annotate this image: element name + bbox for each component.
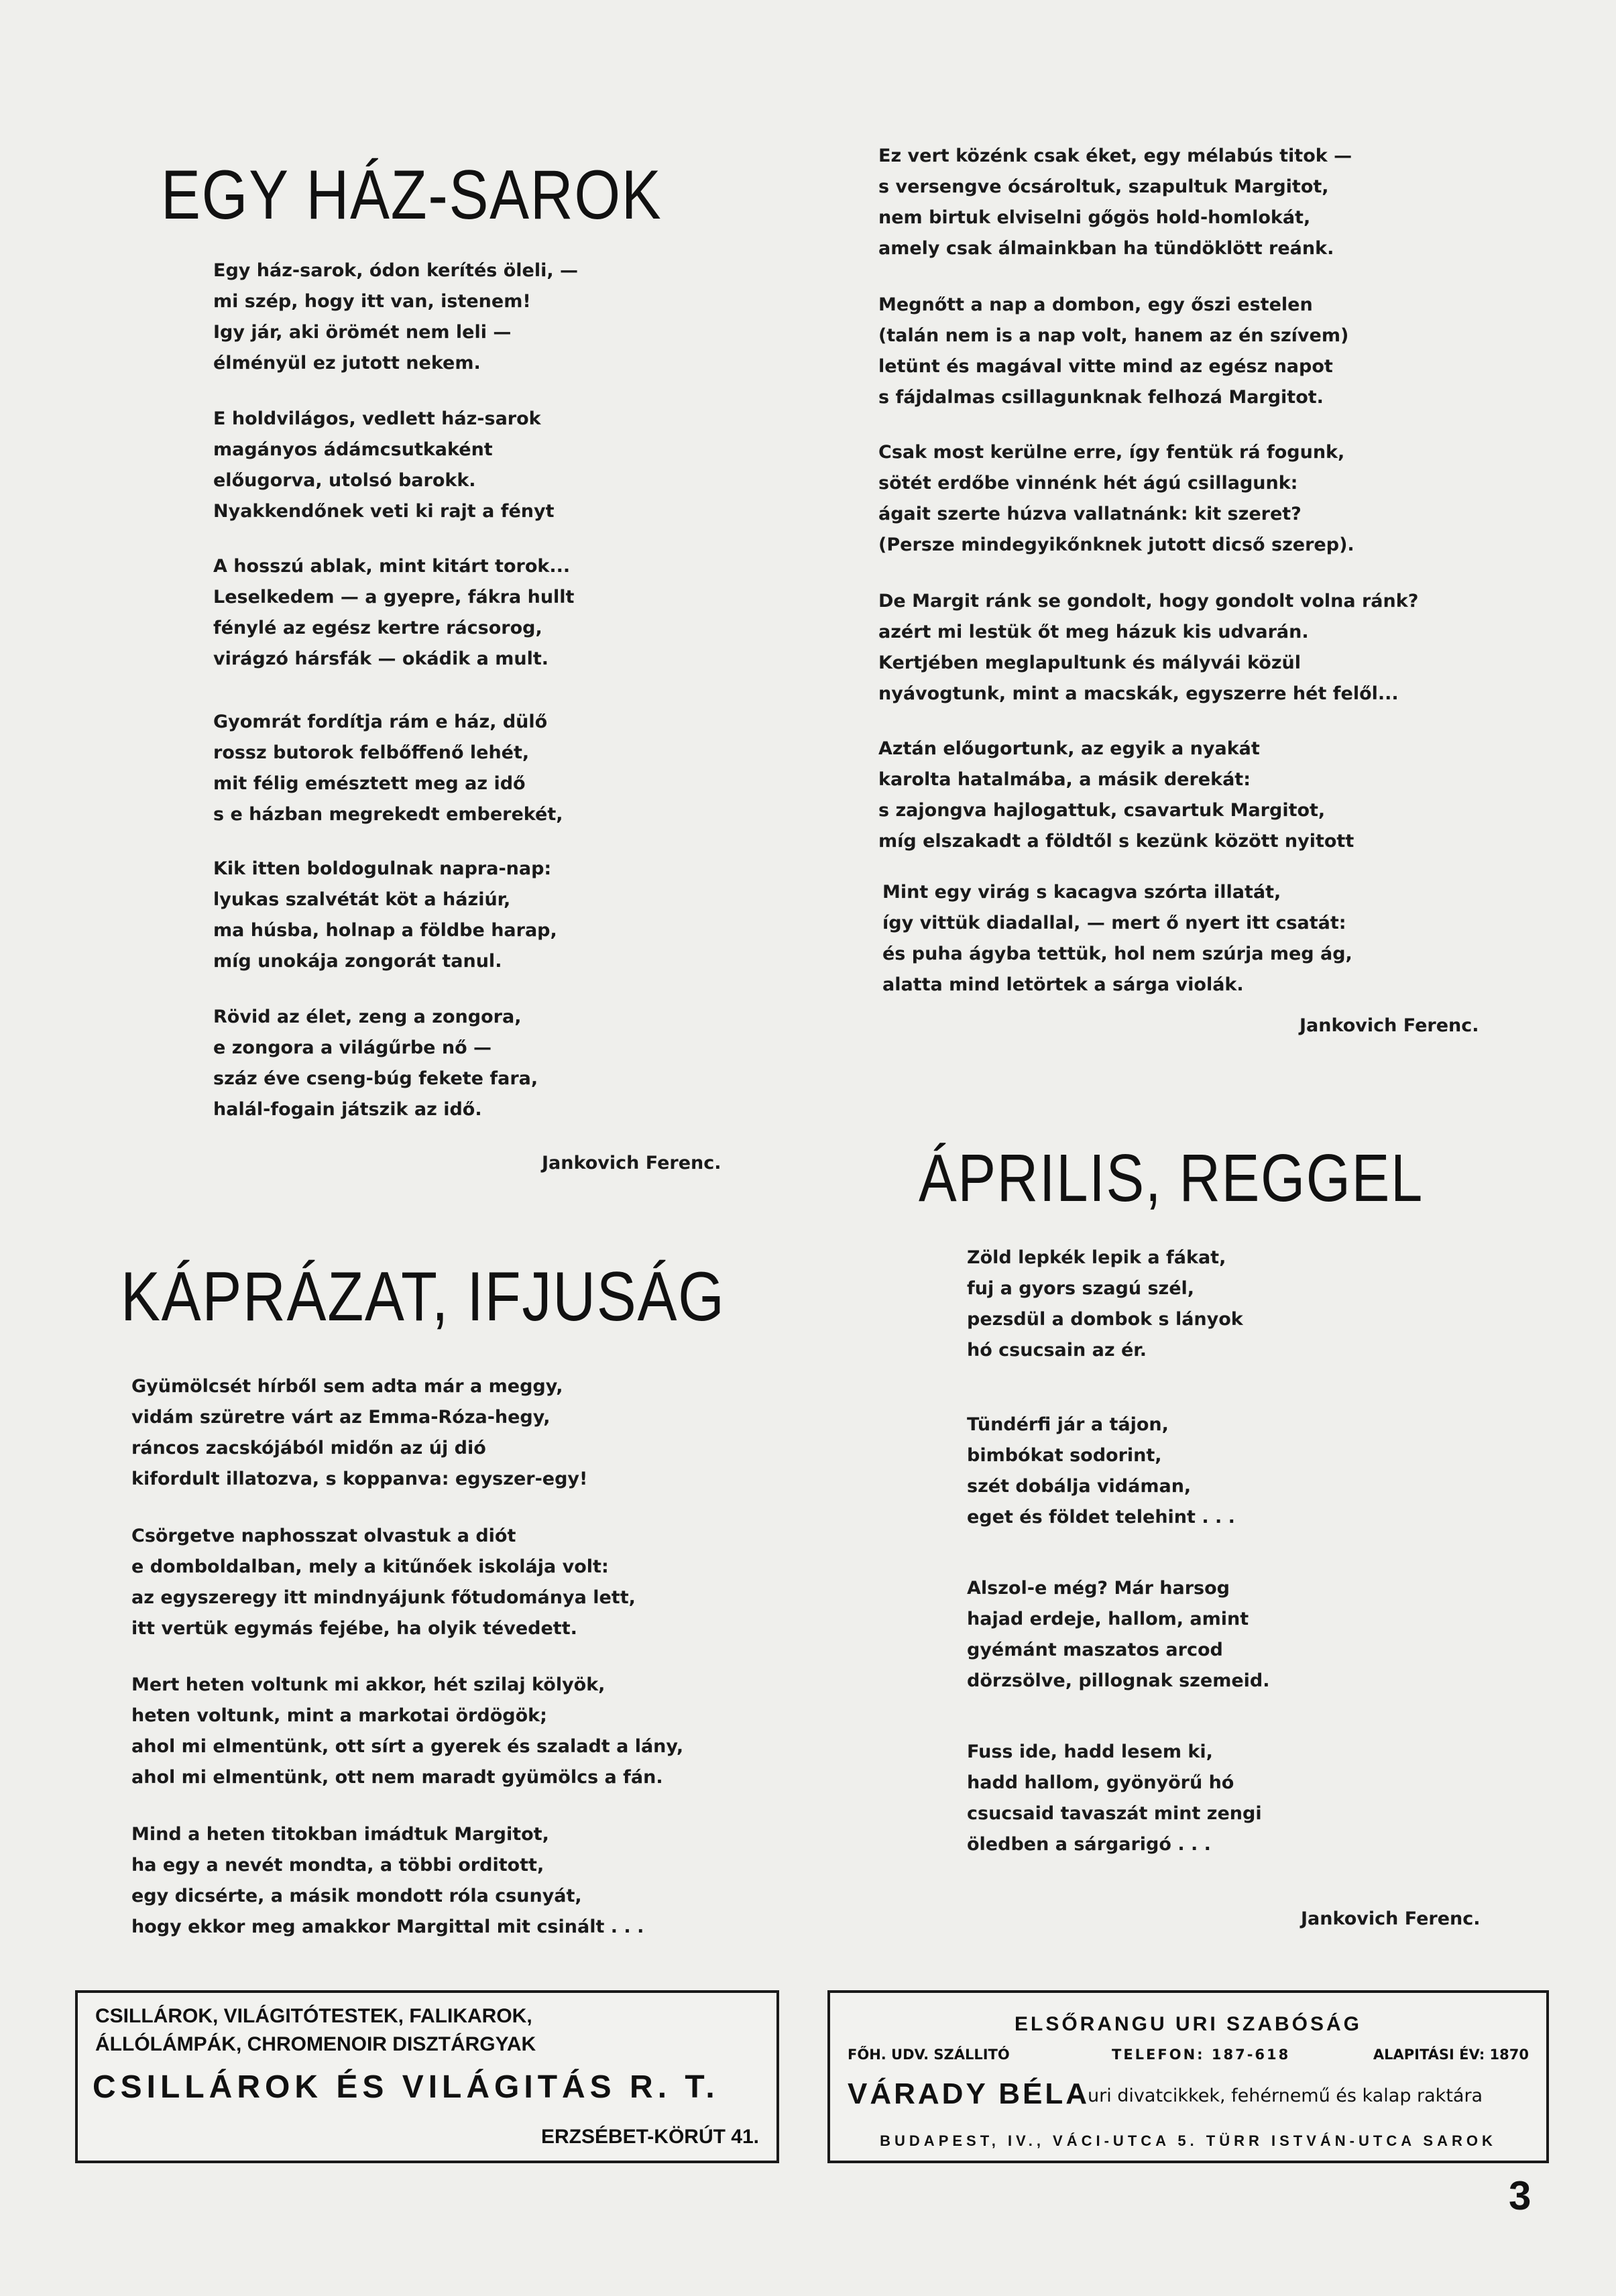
verse-line: száz éve cseng-búg fekete fara, xyxy=(213,1068,538,1089)
verse-line: Megnőtt a nap a dombon, egy őszi estelen xyxy=(878,294,1313,315)
verse-line: Mert heten voltunk mi akkor, hét szilaj kölyök, xyxy=(131,1674,605,1695)
verse-line: s e házban megrekedt emberekét, xyxy=(213,804,563,825)
verse-line: míg elszakadt a földtől s kezünk között nyitott xyxy=(878,831,1354,852)
verse-line: letünt és magával vitte mind az egész napot xyxy=(878,356,1333,377)
verse-line: mit félig emésztett meg az idő xyxy=(213,773,526,794)
verse-line: sötét erdőbe vinnénk hét ágú csillagunk: xyxy=(878,473,1298,494)
verse-line: ma húsba, holnap a földbe harap, xyxy=(213,920,557,941)
verse-line: bimbókat sodorint, xyxy=(967,1445,1162,1466)
verse-line: eget és földet telehint . . . xyxy=(967,1507,1235,1528)
verse-line: Aztán előugortunk, az egyik a nyakát xyxy=(878,738,1260,759)
verse-line: Kik itten boldogulnak napra-nap: xyxy=(213,858,552,879)
verse-line: fénylé az egész kertre rácsorog, xyxy=(213,618,542,638)
verse-line: gyémánt maszatos arcod xyxy=(967,1640,1223,1660)
verse-line: s fájdalmas csillagunknak felhozá Margitot. xyxy=(878,387,1324,408)
verse-line: De Margit ránk se gondolt, hogy gondolt volna ránk? xyxy=(878,591,1419,612)
verse-line: alatta mind letörtek a sárga violák. xyxy=(882,974,1244,995)
verse-line: itt vertük egymás fejébe, ha olyik tévedett. xyxy=(131,1618,577,1639)
verse-line: Gyümölcsét hírből sem adta már a meggy, xyxy=(131,1376,563,1397)
stanza xyxy=(878,586,1418,709)
verse-line: Egy ház-sarok, ódon kerítés öleli, — xyxy=(213,260,579,281)
ad-description: uri divatcikkek, fehérnemű és kalap raktára xyxy=(1088,2085,1483,2106)
verse-line: Igy jár, aki örömét nem leli — xyxy=(213,322,512,343)
verse-line: rossz butorok felbőffenő lehét, xyxy=(213,742,530,763)
verse-line: pezsdül a dombok s lányok xyxy=(967,1309,1243,1330)
author-signature: Jankovich Ferenc. xyxy=(1300,1015,1479,1036)
author-signature: Jankovich Ferenc. xyxy=(542,1153,722,1173)
ad-supplier: FŐH. UDV. SZÁLLITÓ xyxy=(848,2047,1010,2063)
stanza xyxy=(131,1521,636,1644)
verse-line: ahol mi elmentünk, ott sírt a gyerek és szaladt a lány, xyxy=(131,1736,684,1757)
stanza xyxy=(967,1243,1243,1366)
verse-line: csucsaid tavaszát mint zengi xyxy=(967,1803,1262,1824)
ad-product-line: ÁLLÓLÁMPÁK, CHROMENOIR DISZTÁRGYAK xyxy=(95,2033,536,2055)
stanza xyxy=(882,877,1352,1000)
ad-company-name: CSILLÁROK ÉS VILÁGITÁS R. T. xyxy=(93,2069,719,2105)
verse-line: mi szép, hogy itt van, istenem! xyxy=(213,291,531,312)
verse-line: előugorva, utolsó barokk. xyxy=(213,470,476,491)
verse-line: (Persze mindegyikőnknek jutott dicső szerep). xyxy=(878,534,1354,555)
stanza xyxy=(213,1002,538,1125)
stanza xyxy=(131,1670,683,1793)
stanza xyxy=(878,290,1348,413)
poem-title-aprilis-reggel: ÁPRILIS, REGGEL xyxy=(919,1141,1424,1216)
stanza xyxy=(878,734,1354,857)
advertisement-varady-bela xyxy=(827,1990,1549,2163)
verse-line: Mind a heten titokban imádtuk Margitot, xyxy=(131,1824,549,1845)
stanza xyxy=(131,1371,587,1495)
verse-line: míg unokája zongorát tanul. xyxy=(213,951,502,972)
stanza xyxy=(131,1819,644,1943)
verse-line: öledben a sárgarigó . . . xyxy=(967,1834,1211,1855)
verse-line: ágait szerte húzva vallatnánk: kit szeret? xyxy=(878,504,1302,524)
stanza xyxy=(967,1573,1270,1697)
ad-phone: TELEFON: 187-618 xyxy=(1112,2047,1291,2063)
verse-line: halál-fogain játszik az idő. xyxy=(213,1099,482,1120)
ad-company-name: VÁRADY BÉLA xyxy=(848,2077,1090,2110)
poem-title-kaprazat-ifjusag: KÁPRÁZAT, IFJUSÁG xyxy=(121,1258,726,1336)
verse-line: dörzsölve, pillognak szemeid. xyxy=(967,1670,1270,1691)
poem-title-egy-haz-sarok: EGY HÁZ-SAROK xyxy=(161,156,662,234)
verse-line: és puha ágyba tettük, hol nem szúrja meg ág, xyxy=(882,943,1352,964)
stanza xyxy=(967,1410,1235,1533)
stanza xyxy=(213,707,563,830)
verse-line: Nyakkendőnek veti ki rajt a fényt xyxy=(213,501,555,522)
verse-line: nem birtuk elviselni gőgös hold-homlokát, xyxy=(878,207,1311,228)
verse-line: Gyomrát fordítja rám e ház, dülő xyxy=(213,711,548,732)
verse-line: s zajongva hajlogattuk, csavartuk Margitot, xyxy=(878,800,1326,821)
stanza xyxy=(213,551,574,675)
verse-line: A hosszú ablak, mint kitárt torok... xyxy=(213,556,571,577)
ad-address: BUDAPEST, IV., VÁCI-UTCA 5. TÜRR ISTVÁN-UTCA SAROK xyxy=(880,2132,1497,2149)
advertisement-csillarok xyxy=(75,1990,779,2163)
verse-line: így vittük diadallal, — mert ő nyert itt csatát: xyxy=(882,913,1346,933)
stanza xyxy=(213,255,578,379)
verse-line: ráncos zacskójából midőn az új dió xyxy=(131,1438,486,1458)
verse-line: az egyszeregy itt mindnyájunk főtudománya lett, xyxy=(131,1587,636,1608)
ad-product-line: CSILLÁROK, VILÁGITÓTESTEK, FALIKAROK, xyxy=(95,2005,532,2027)
verse-line: s versengve ócsároltuk, szapultuk Margitot, xyxy=(878,176,1329,197)
verse-line: ahol mi elmentünk, ott nem maradt gyümölcs a fán. xyxy=(131,1767,663,1788)
verse-line: Zöld lepkék lepik a fákat, xyxy=(967,1247,1226,1268)
verse-line: szét dobálja vidáman, xyxy=(967,1476,1192,1497)
stanza xyxy=(213,404,555,527)
verse-line: élményül ez jutott nekem. xyxy=(213,353,481,374)
ad-address: ERZSÉBET-KÖRÚT 41. xyxy=(540,2126,759,2148)
verse-line: Rövid az élet, zeng a zongora, xyxy=(213,1007,522,1027)
verse-line: hadd hallom, gyönyörű hó xyxy=(967,1772,1234,1793)
verse-line: Mint egy virág s kacagva szórta illatát, xyxy=(882,882,1281,903)
verse-line: heten voltunk, mint a markotai ördögök; xyxy=(131,1705,547,1726)
verse-line: kifordult illatozva, s koppanva: egyszer-egy! xyxy=(131,1469,588,1489)
stanza xyxy=(213,854,557,977)
verse-line: Kertjében meglapultunk és mályvái közül xyxy=(878,652,1302,673)
verse-line: Fuss ide, hadd lesem ki, xyxy=(967,1741,1213,1762)
verse-line: magányos ádámcsutkaként xyxy=(213,439,493,460)
verse-line: Csörgetve naphosszat olvastuk a diót xyxy=(131,1526,516,1546)
verse-line: e domboldalban, mely a kitűnőek iskolája volt: xyxy=(131,1556,609,1577)
verse-line: Alszol-e még? Már harsog xyxy=(967,1578,1230,1599)
verse-line: Leselkedem — a gyepre, fákra hullt xyxy=(213,587,575,608)
verse-line: azért mi lestük őt meg házuk kis udvarán. xyxy=(878,622,1309,642)
verse-line: nyávogtunk, mint a macskák, egyszerre hét felől... xyxy=(878,683,1399,704)
verse-line: lyukas szalvétát köt a háziúr, xyxy=(213,889,511,910)
ad-headline: ELSŐRANGU URI SZABÓSÁG xyxy=(1014,2013,1363,2035)
page-number: 3 xyxy=(1509,2173,1532,2218)
stanza xyxy=(878,141,1352,264)
verse-line: amely csak álmainkban ha tündöklött reánk. xyxy=(878,238,1334,259)
verse-line: Ez vert közénk csak éket, egy mélabús titok — xyxy=(878,146,1352,166)
stanza xyxy=(878,437,1354,561)
verse-line: virágzó hársfák — okádik a mult. xyxy=(213,648,549,669)
verse-line: ha egy a nevét mondta, a többi orditott, xyxy=(131,1855,544,1876)
verse-line: hogy ekkor meg amakkor Margittal mit csinált . . . xyxy=(131,1916,644,1937)
verse-line: egy dicsérte, a másik mondott róla csunyát, xyxy=(131,1886,582,1906)
ad-founded: ALAPITÁSI ÉV: 1870 xyxy=(1373,2047,1529,2063)
verse-line: hajad erdeje, hallom, amint xyxy=(967,1609,1249,1629)
verse-line: Csak most kerülne erre, így fentük rá fogunk, xyxy=(878,442,1345,463)
verse-line: karolta hatalmába, a másik derekát: xyxy=(878,769,1251,790)
verse-line: vidám szüretre várt az Emma-Róza-hegy, xyxy=(131,1407,551,1428)
stanza xyxy=(967,1737,1262,1860)
author-signature: Jankovich Ferenc. xyxy=(1301,1908,1481,1929)
verse-line: (talán nem is a nap volt, hanem az én szívem) xyxy=(878,325,1349,346)
verse-line: hó csucsain az ér. xyxy=(967,1340,1147,1361)
verse-line: fuj a gyors szagú szél, xyxy=(967,1278,1195,1299)
verse-line: E holdvilágos, vedlett ház-sarok xyxy=(213,408,541,429)
verse-line: e zongora a világűrbe nő — xyxy=(213,1037,492,1058)
verse-line: Tündérfi jár a tájon, xyxy=(967,1414,1169,1435)
